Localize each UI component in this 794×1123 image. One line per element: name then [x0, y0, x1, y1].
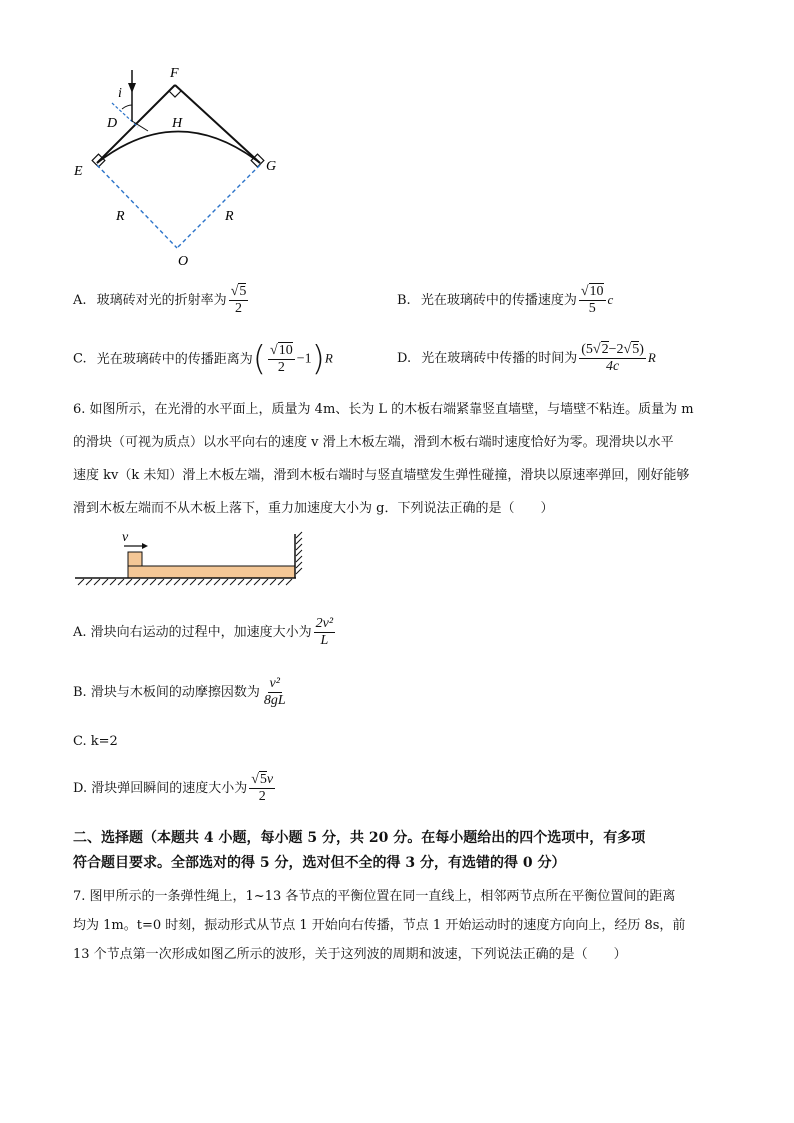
sqrt-radicand: 5 — [632, 342, 640, 357]
label-h: H — [172, 116, 183, 131]
q5-option-c: C. 光在玻璃砖中的传播距离为( $\frac{√10}{2}$ −1)R — [73, 339, 333, 379]
fraction: $\frac{√5v}{2}$ — [251, 772, 274, 804]
wood-board — [128, 566, 295, 578]
option-label: C. — [73, 351, 87, 367]
num-a: 5 — [585, 342, 593, 357]
option-minus: −1 — [296, 351, 312, 367]
arc-eg — [97, 132, 260, 164]
numerator: v² — [269, 676, 280, 691]
label-f: F — [170, 66, 179, 81]
q6-option-a — [73, 616, 337, 649]
option-text: 光在玻璃砖中传播的时间为 — [421, 351, 578, 366]
label-r-left: R — [116, 209, 125, 224]
denominator: 2 — [277, 359, 285, 375]
right-angle-f — [169, 91, 181, 97]
option-label: D. — [397, 351, 412, 366]
ground-hatch — [78, 579, 292, 585]
denominator: 2 — [258, 789, 266, 804]
q6-line: 6. 如图所示，在光滑的水平面上，质量为 4m、长为 L 的木板右端紧靠竖直墙壁，与墙壁不粘连。质量为 m — [73, 402, 694, 417]
q5-option-d — [397, 342, 656, 375]
denominator: 4c — [605, 359, 620, 374]
num-tail: v — [266, 772, 274, 787]
fraction — [314, 616, 335, 649]
label-g: G — [266, 159, 277, 174]
q6-option-d — [73, 772, 277, 805]
option-label: B. — [397, 293, 411, 308]
option-text: D. 滑块弹回瞬间的速度大小为 — [73, 781, 248, 796]
sqrt-radicand: 10 — [278, 342, 293, 358]
section-2-heading — [73, 826, 733, 876]
sqrt-radicand: 10 — [589, 284, 604, 299]
fraction — [262, 676, 288, 709]
fraction: $\frac{√10}{2}$ — [270, 342, 293, 375]
edge-fg — [175, 85, 260, 163]
fraction: $\frac{√10}{5}$ — [580, 284, 604, 316]
board-block-figure — [72, 528, 312, 590]
q7-line: 均为 1m。t=0 时刻，振动形式从节点 1 开始向右传播，节点 1 开始运动时的速度方向向上，经历 8s，前 — [73, 918, 686, 933]
q5-option-b — [397, 284, 613, 317]
denominator: 5 — [588, 301, 596, 316]
velocity-arrow-head — [142, 543, 148, 549]
q7-line: 7. 图甲所示的一条弹性绳上，1~13 各节点的平衡位置在同一直线上，相邻两节点所在平衡位置间的距离 — [73, 889, 676, 904]
numerator: 2v² — [315, 616, 334, 631]
option-tail: R — [324, 350, 333, 366]
label-i: i — [118, 86, 122, 101]
option-tail: R — [647, 350, 656, 365]
option-text: 光在玻璃砖中的传播速度为 — [420, 293, 577, 308]
label-d: D — [107, 116, 118, 131]
option-text: A. 滑块向右运动的过程中，加速度大小为 — [73, 625, 312, 640]
wall-hatch — [296, 532, 302, 574]
q6-option-c — [73, 733, 118, 751]
q6-option-b — [73, 676, 290, 709]
sqrt-radicand: 2 — [601, 342, 609, 357]
label-r-right: R — [225, 209, 234, 224]
denominator: 8gL — [263, 693, 286, 708]
fraction: $\frac{√5}{2}$ — [230, 284, 247, 316]
denominator: L — [320, 633, 329, 648]
radius-go — [177, 165, 260, 248]
option-text: 玻璃砖对光的折射率为 — [96, 293, 227, 308]
option-text: B. 滑块与木板间的动摩擦因数为 — [73, 685, 260, 700]
velocity-label: v — [122, 530, 129, 545]
q5-option-a — [73, 284, 250, 317]
q6-line: 滑到木板左端而不从木板上落下，重力加速度大小为 g．下列说法正确的是（ ） — [73, 501, 554, 516]
glass-brick-figure — [60, 55, 300, 270]
sqrt-radicand: 5 — [239, 284, 247, 299]
num-mid: −2 — [608, 342, 624, 357]
heading-line: 符合题目要求。全部选对的得 5 分，选对但不全的得 3 分，有选错的得 0 分） — [73, 855, 566, 871]
option-label: A. — [73, 293, 87, 308]
q6-stem — [73, 393, 733, 525]
option-tail: c — [607, 292, 614, 307]
q6-line: 速度 kv（k 未知）滑上木板左端，滑到木板右端时与竖直墙壁发生弹性碰撞，滑块以原速率弹回，刚好能够 — [73, 468, 690, 483]
sqrt-radicand: 5 — [259, 772, 267, 787]
label-e: E — [74, 164, 83, 179]
q7-stem — [73, 882, 733, 969]
denominator: 2 — [235, 301, 243, 316]
q7-line: 13 个节点第一次形成如图乙所示的波形，关于这列波的周期和波速，下列说法正确的是（ ） — [73, 947, 627, 962]
q6-line: 的滑块（可视为质点）以水平向右的速度 v 滑上木板左端，滑到木板右端时速度恰好为零。现滑块以水平 — [73, 435, 674, 450]
fraction: $\frac{(5√2-2√5)}{4c}$ — [581, 342, 644, 374]
option-text: 光在玻璃砖中的传播距离为 — [96, 351, 253, 367]
option-text: C. k=2 — [73, 734, 118, 749]
angle-arc-i — [122, 105, 132, 109]
slider-block — [128, 552, 142, 566]
incident-arrow — [128, 83, 136, 93]
label-o: O — [178, 254, 189, 269]
radius-eo — [97, 165, 177, 248]
heading-line: 二、选择题（本题共 4 小题，每小题 5 分，共 20 分。在每小题给出的四个选项中，有多项 — [73, 830, 646, 846]
